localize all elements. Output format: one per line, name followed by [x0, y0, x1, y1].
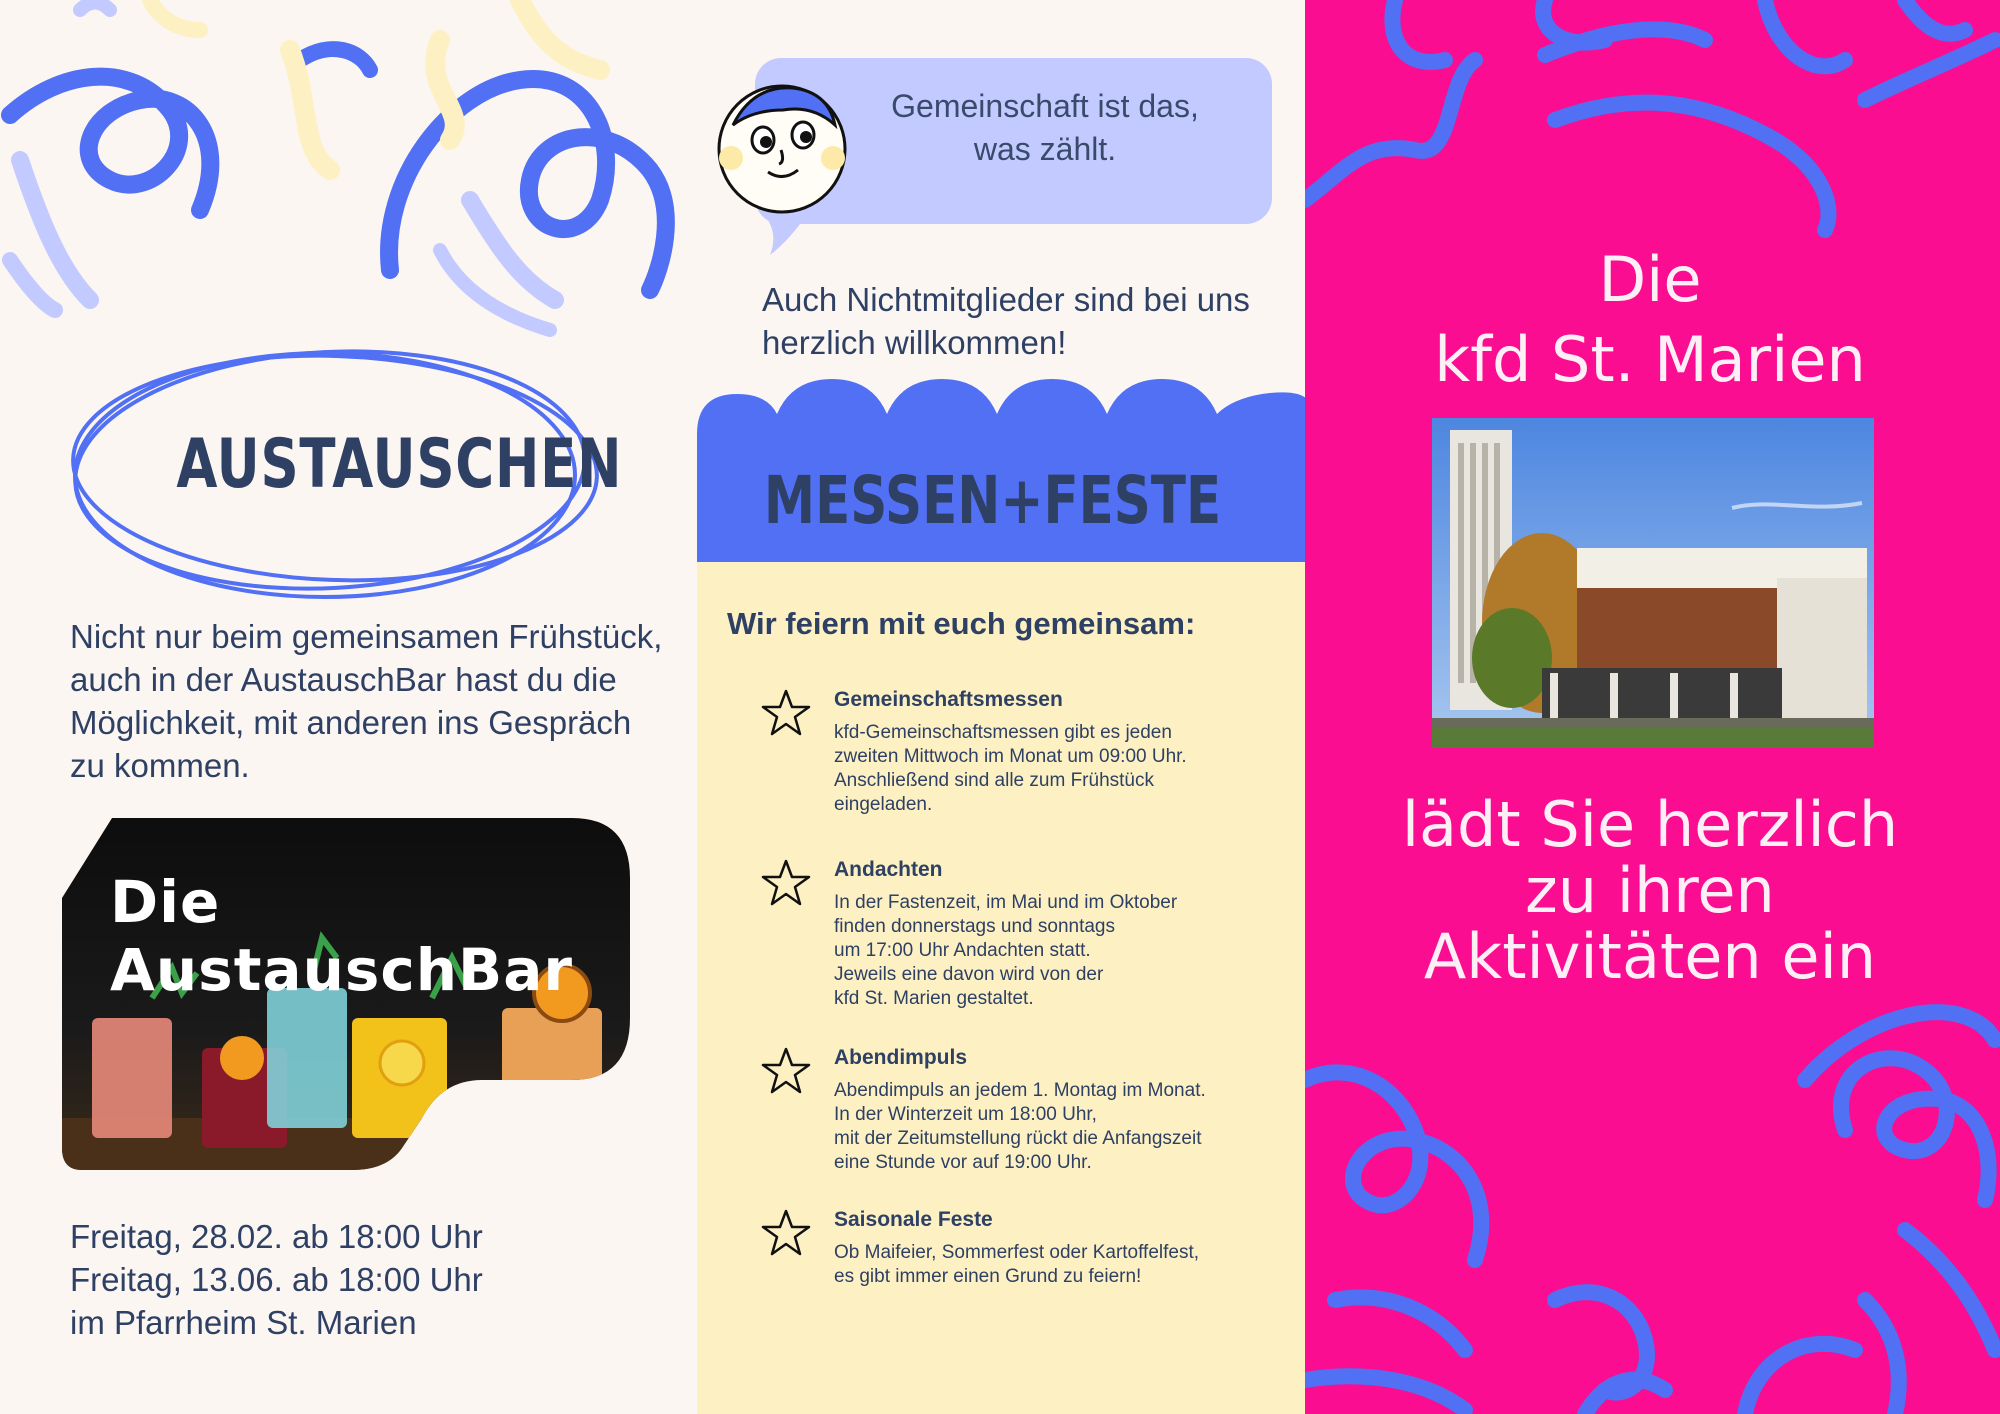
invitation-text — [1330, 788, 1970, 993]
austauschbar-dates — [70, 1215, 670, 1344]
austauschbar-intro-text: Nicht nur beim gemeinsamen Frühstück, auch in der AustauschBar hast du die Möglichkeit, mit anderen ins Gespräch zu kommen. — [70, 618, 663, 784]
organization-title — [1330, 240, 1970, 400]
star-icon — [760, 1046, 812, 1096]
messen-feste-title: MESSEN+FESTE — [763, 462, 1222, 539]
star-icon — [760, 858, 812, 908]
event-description: In der Fastenzeit, im Mai und im Oktober finden donnerstags und sonntags um 17:00 Uhr Andachten statt. Jeweils eine davon wird von der kfd St. Marien gestaltet. — [834, 892, 1178, 1009]
event-description: kfd-Gemeinschaftsmessen gibt es jeden zweiten Mittwoch im Monat um 09:00 Uhr. Anschließend sind alle zum Frühstück eingeladen. — [834, 722, 1187, 815]
star-icon — [760, 1208, 812, 1258]
event-description: Abendimpuls an jedem 1. Montag im Monat. In der Winterzeit um 18:00 Uhr, mit der Zeitumstellung rückt die Anfangszeit eine Stunde vor auf 19:00 Uhr. — [834, 1080, 1206, 1173]
invite-line: lädt Sie herzlich — [1401, 788, 1899, 861]
church-photo — [1432, 418, 1874, 748]
invite-line: zu ihren — [1525, 854, 1775, 927]
smiley-face-icon — [713, 80, 851, 218]
event-description: Ob Maifeier, Sommerfest oder Kartoffelfest, es gibt immer einen Grund zu feiern! — [834, 1242, 1200, 1287]
austauschen-title: AUSTAUSCHEN — [176, 425, 623, 504]
org-title-line: kfd St. Marien — [1434, 323, 1866, 396]
quote-text: Gemeinschaft ist das, was zählt. — [891, 88, 1199, 167]
welcome-text: Auch Nichtmitglieder sind bei uns herzlich willkommen! — [762, 281, 1250, 361]
event-title: Saisonale Feste — [834, 1208, 993, 1231]
org-title-line: Die — [1598, 243, 1702, 316]
invite-line: Aktivitäten ein — [1423, 920, 1877, 993]
location-line: im Pfarrheim St. Marien — [70, 1304, 417, 1341]
date-line: Freitag, 28.02. ab 18:00 Uhr — [70, 1218, 483, 1255]
event-title: Abendimpuls — [834, 1046, 968, 1069]
date-line: Freitag, 13.06. ab 18:00 Uhr — [70, 1261, 483, 1298]
star-icon — [760, 688, 812, 738]
events-heading: Wir feiern mit euch gemeinsam: — [727, 606, 1196, 641]
left-panel — [0, 0, 695, 1414]
event-title: Gemeinschaftsmessen — [834, 688, 1063, 711]
event-title: Andachten — [834, 858, 943, 881]
austauschbar-image-title: Die AustauschBar — [110, 868, 574, 1004]
